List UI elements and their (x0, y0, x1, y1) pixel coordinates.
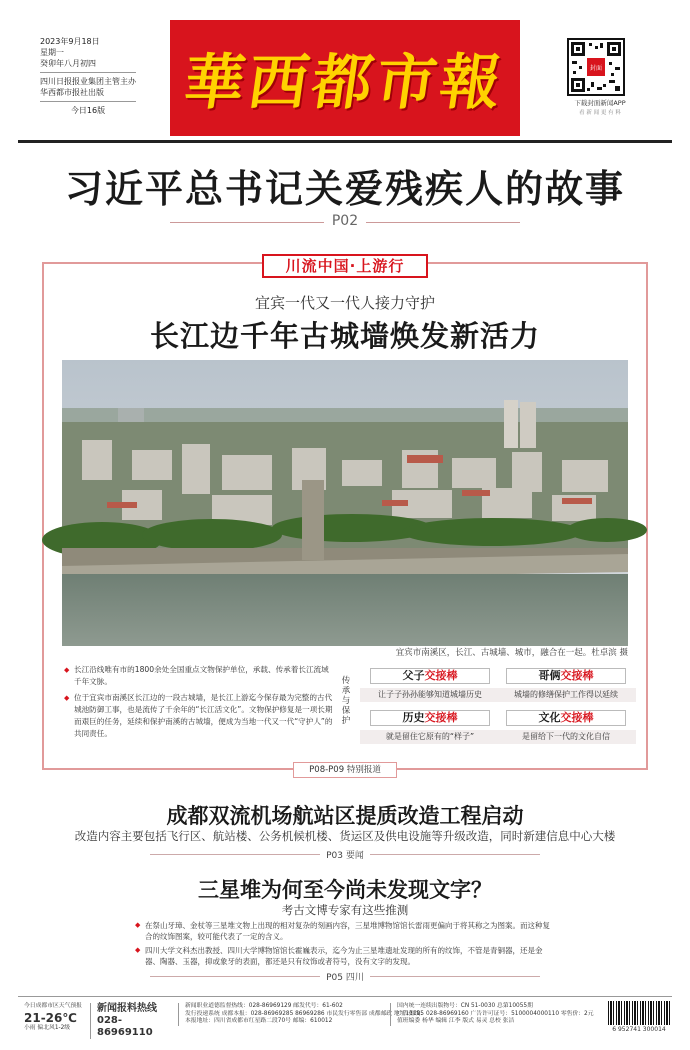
publication-info (390, 1003, 600, 1026)
cell-suffix: 交接棒 (424, 669, 458, 682)
relay-desc: 就是留住它原有的“样子” (360, 730, 500, 744)
column-tag: 川流中国·上游行 (262, 254, 428, 278)
cell-prefix: 父子 (402, 669, 425, 682)
footer (18, 996, 672, 1038)
cell-suffix: 交接棒 (560, 711, 594, 724)
feature-page-ref[interactable]: P08-P09 特别报道 (293, 762, 397, 778)
city-wall-photo (62, 360, 628, 646)
logo-text: 華西都市報 (179, 48, 510, 118)
relay-desc: 是留给下一代的文化自信 (496, 730, 636, 744)
issue-weekday: 星期一 (40, 48, 64, 57)
info-line: 新闻职业道德监督热线：028-86969129 邮发代号：61-602 (185, 1003, 343, 1009)
relay-cell-brothers[interactable] (506, 668, 626, 684)
airport-deck: 改造内容主要包括飞行区、航站楼、公务机候机楼、货运区及供电设施等升级改造，同时新建信息中心大楼 (74, 829, 616, 843)
sponsor-line: 四川日报报业集团主管主办 (40, 72, 136, 87)
issue-date: 2023年9月18日 (40, 37, 100, 46)
qr-code-icon[interactable] (567, 38, 625, 96)
tip-title: 新闻报料热线 (97, 1003, 157, 1014)
side-label: 传承与保护 (341, 676, 351, 726)
barcode-number: 6 952741 300014 (612, 1026, 666, 1033)
sanxingdui-page-ref[interactable] (0, 970, 690, 983)
cell-suffix: 交接棒 (560, 669, 594, 682)
date-block (40, 36, 136, 116)
airport-page-ref-text: P03 要闻 (320, 851, 370, 861)
sanxingdui-headline[interactable]: 三星堆为何至今尚未发现文字？ (198, 878, 492, 902)
info-line: 发行投递系统 成都本报：028-86969285 86969286 市民发行零售部 成都邮政 地址11185 (185, 1010, 424, 1017)
lunar-date: 癸卯年八月初四 (40, 59, 96, 68)
feature-subtitle: 宜宾一代又一代人接力守护 (254, 294, 435, 312)
body-paragraph: ◆ 四川大学文科杰出教授、四川大学博物馆馆长霍巍表示，迄今为止三星堆遗址发现的所有的纹饰，不管是青铜器，还是金器、陶器、玉器，抑或象牙的表面，都还是只有纹饰或者符号，没有文字的发现。 (135, 945, 555, 967)
cell-suffix: 交接棒 (424, 711, 458, 724)
qr-caption: 下载封面新闻APP (574, 99, 626, 107)
tip-number[interactable]: 028-86969110 (97, 1015, 153, 1038)
tip-hotline (90, 1003, 170, 1039)
qr-brand-mark: 封面 (587, 58, 605, 76)
pub-line: 值班编委 杨华 编辑 江李 版式 易灵 总校 张洁 (397, 1018, 515, 1024)
lead-page-ref-text: P02 (324, 213, 366, 229)
summary-paragraph: ◆ 位于宜宾市南溪区长江边的一段古城墙，是长江上游迄今保存最为完整的古代城池防御工事，也是流传了千余年的“长江活文化”。文物保护修复是一项长期而艰巨的任务，延续和保护南溪的古城墙，便成为当地一代又一代“守护人”的共同责任。 (64, 692, 334, 740)
weather-label: 今日成都市区天气预报 (24, 1003, 82, 1009)
contact-info (178, 1003, 424, 1026)
edition-count: 今日16版 (40, 101, 136, 116)
lead-headline[interactable]: 习近平总书记关爱残疾人的故事 (64, 167, 625, 211)
photo-caption: 宜宾市南溪区，长江、古城墙、城市，融合在一起。杜卓滨 摄 (395, 648, 628, 658)
newspaper-logo (170, 20, 520, 136)
weather-desc: 小雨 偏北风1-2级 (24, 1024, 71, 1031)
feature-title[interactable]: 长江边千年古城墙焕发新活力 (149, 319, 540, 353)
body-paragraph: ◆ 在祭山牙璋、金杖等三星堆文物上出现的相对复杂的刻画内容，三星堆博物馆馆长雷雨更偏向于将其称之为图案。而这种复合的纹饰图案，较可能代表了一定的含义。 (135, 920, 555, 942)
relay-desc: 城墙的修缮保护工作得以延续 (496, 688, 636, 702)
airport-headline[interactable]: 成都双流机场航站区提质改造工程启动 (166, 804, 524, 828)
relay-desc: 让子子孙孙能够知道城墙历史 (360, 688, 500, 702)
relay-cell-father-son[interactable] (370, 668, 490, 684)
weather-block (24, 1003, 82, 1032)
relay-cell-history[interactable] (370, 710, 490, 726)
sanxingdui-body (135, 920, 555, 970)
feature-summary (64, 664, 334, 744)
cell-prefix: 文化 (538, 711, 561, 724)
masthead-rule (18, 140, 672, 143)
relay-cell-culture[interactable] (506, 710, 626, 726)
publisher-line: 华西都市报社出版 (40, 88, 104, 97)
weather-temp: 21-26℃ (24, 1010, 77, 1025)
cell-prefix: 哥俩 (538, 669, 561, 682)
cell-prefix: 历史 (402, 711, 425, 724)
sanxingdui-deck: 考古文博专家有这些推测 (281, 903, 409, 917)
sanxingdui-page-ref-text: P05 四川 (320, 973, 370, 983)
airport-page-ref[interactable] (0, 848, 690, 861)
pub-line: 广告热线：028-86969160 广告许可证号：5100004000110 零售价：2元 (397, 1010, 594, 1017)
barcode-icon (608, 1001, 670, 1025)
pub-line: 国内统一连续出版物号：CN 51-0030 总第10055期 (397, 1003, 533, 1009)
info-line: 本报地址：四川省成都市红星路二段70号 邮编：610012 (185, 1018, 333, 1024)
summary-paragraph: ◆ 长江沿线唯有市的1800余处全国重点文物保护单位，承载、传承着长江流域千年文脉。 (64, 664, 334, 688)
lead-page-ref[interactable] (0, 213, 690, 229)
qr-subcaption: 看 新 闻 更 有 料 (579, 110, 621, 116)
